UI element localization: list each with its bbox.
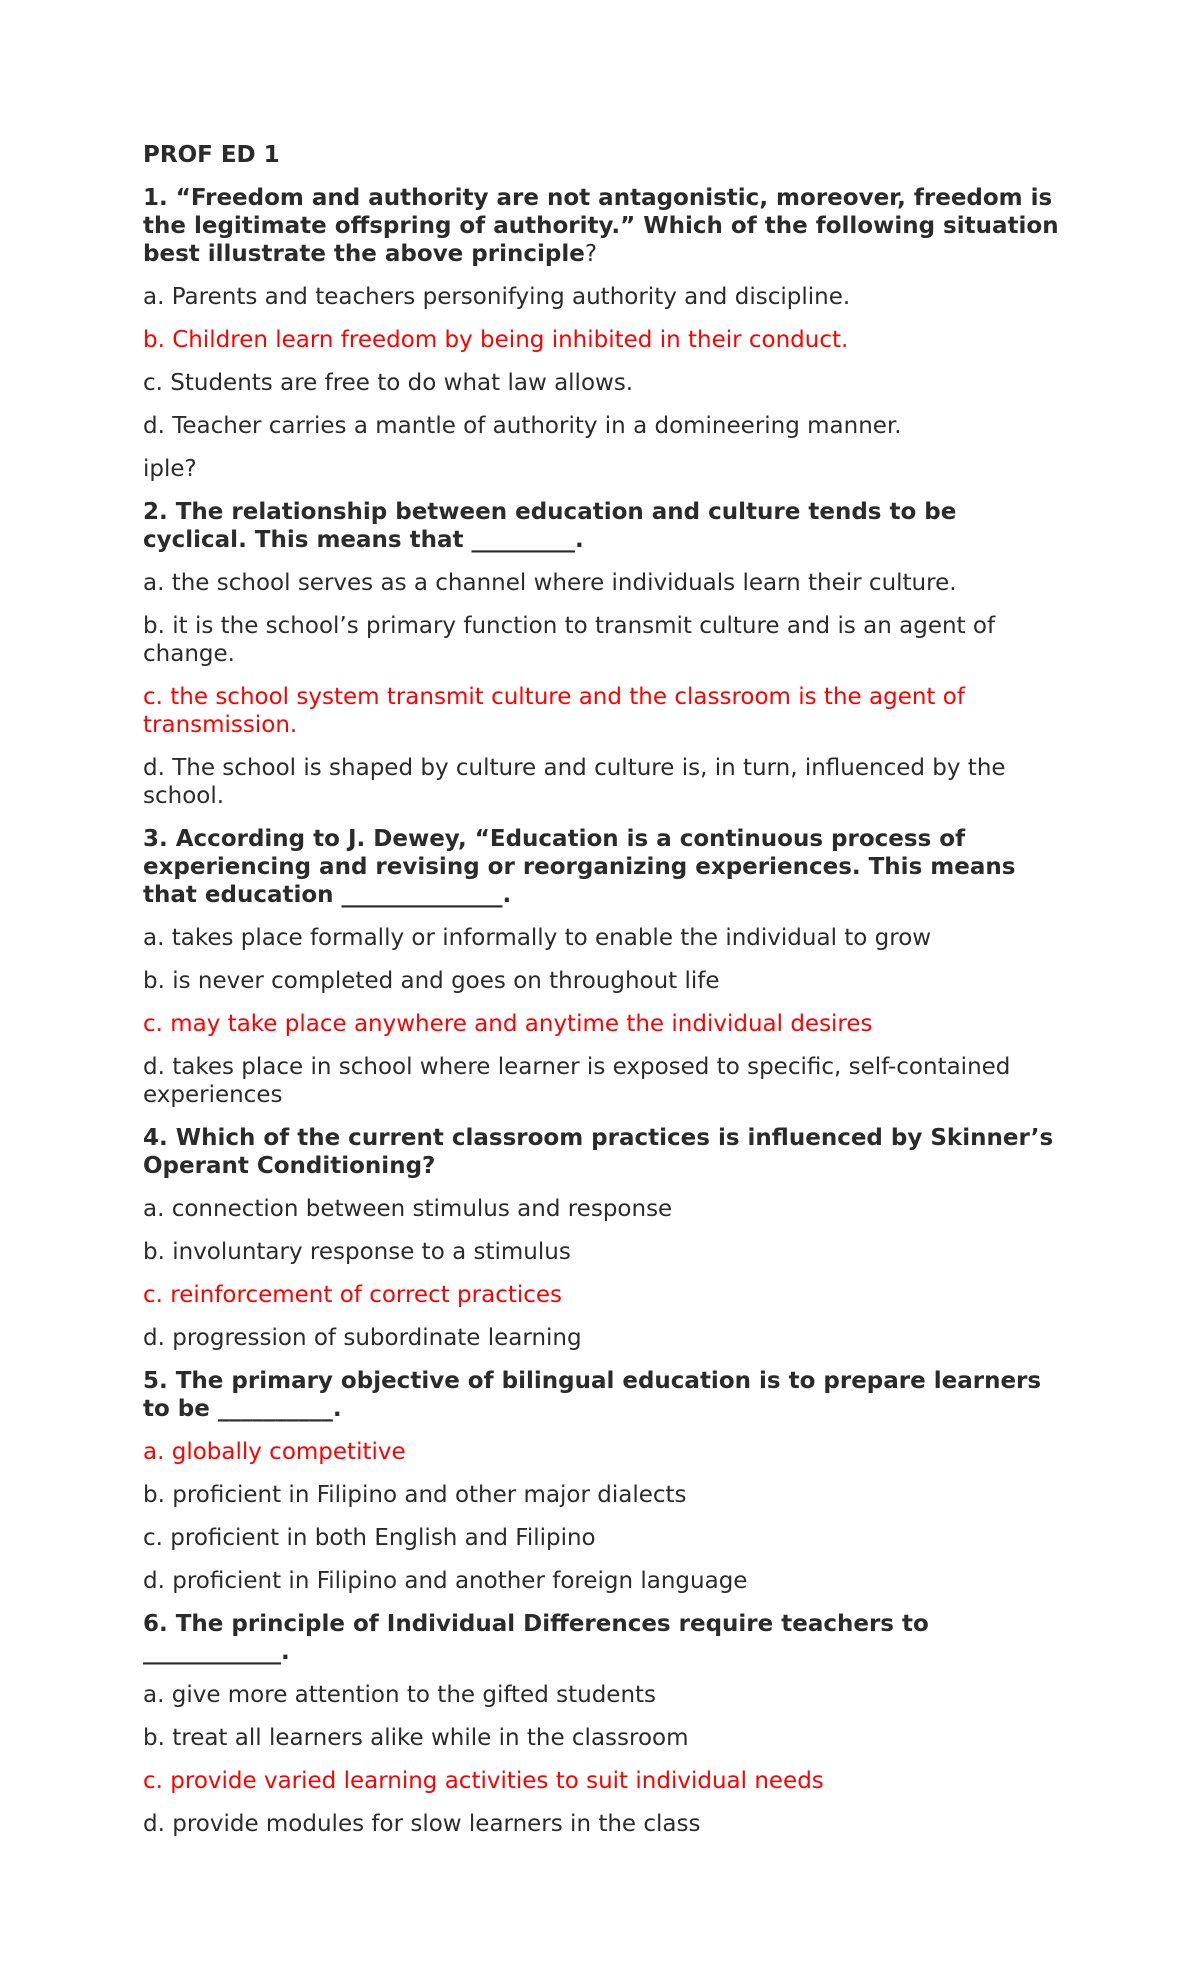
option-b: b. treat all learners alike while in the classroom — [143, 1725, 689, 1751]
document-page — [143, 141, 1063, 1853]
option-a: a. Parents and teachers personifying authority and discipline. — [143, 284, 851, 310]
question-stem: 2. The relationship between education and culture tends to be cyclical. This means that _________. — [143, 499, 957, 553]
question-stem: 5. The primary objective of bilingual education is to prepare learners to be __________. — [143, 1368, 1042, 1422]
option-a: a. connection between stimulus and response — [143, 1196, 673, 1222]
option-c: c. Students are free to do what law allows. — [143, 370, 634, 396]
question-1 — [143, 184, 1063, 483]
option-b: b. it is the school’s primary function to transmit culture and is an agent of change. — [143, 613, 996, 667]
option-d: d. takes place in school where learner is exposed to specific, self-contained experiences — [143, 1054, 1011, 1108]
question-stem: 4. Which of the current classroom practices is influenced by Skinner’s Operant Conditioning? — [143, 1125, 1054, 1179]
question-stem — [143, 184, 1063, 268]
option-a: a. the school serves as a channel where individuals learn their culture. — [143, 570, 957, 596]
option-c: c. proficient in both English and Filipino — [143, 1525, 596, 1551]
option-d: d. progression of subordinate learning — [143, 1325, 582, 1351]
question-4 — [143, 1124, 1063, 1352]
question-3 — [143, 825, 1063, 1109]
option-b: b. involuntary response to a stimulus — [143, 1239, 571, 1265]
option-a-answer: a. globally competitive — [143, 1439, 406, 1465]
option-b: b. proficient in Filipino and other major dialects — [143, 1482, 687, 1508]
question-stem: 6. The principle of Individual Differences require teachers to ____________. — [143, 1611, 929, 1665]
document-title: PROF ED 1 — [143, 142, 280, 168]
option-d: d. Teacher carries a mantle of authority in a domineering manner. — [143, 413, 902, 439]
option-a: a. give more attention to the gifted students — [143, 1682, 657, 1708]
question-5 — [143, 1367, 1063, 1595]
question-stem: 3. According to J. Dewey, “Education is a continuous process of experiencing and revising or reorganizing experiences. This means that education ______________. — [143, 826, 1016, 908]
option-a: a. takes place formally or informally to enable the individual to grow — [143, 925, 932, 951]
option-c-answer: c. the school system transmit culture and the classroom is the agent of transmission. — [143, 684, 965, 738]
question-2 — [143, 498, 1063, 810]
option-d: d. The school is shaped by culture and culture is, in turn, influenced by the school. — [143, 755, 1006, 809]
stray-text: iple? — [143, 456, 197, 482]
option-c-answer: c. may take place anywhere and anytime the individual desires — [143, 1011, 873, 1037]
question-stem-tail: ? — [584, 241, 598, 267]
option-b: b. is never completed and goes on throughout life — [143, 968, 720, 994]
question-6 — [143, 1610, 1063, 1838]
question-stem-text: 1. “Freedom and authority are not antagonistic, moreover, freedom is the legitimate offspring of authority.” Which of the following situation best illustrate the above principle — [143, 185, 1059, 267]
option-c-answer: c. reinforcement of correct practices — [143, 1282, 563, 1308]
option-d: d. provide modules for slow learners in the class — [143, 1811, 701, 1837]
option-c-answer: c. provide varied learning activities to suit individual needs — [143, 1768, 824, 1794]
option-b-answer: b. Children learn freedom by being inhibited in their conduct. — [143, 327, 849, 353]
option-d: d. proficient in Filipino and another foreign language — [143, 1568, 748, 1594]
